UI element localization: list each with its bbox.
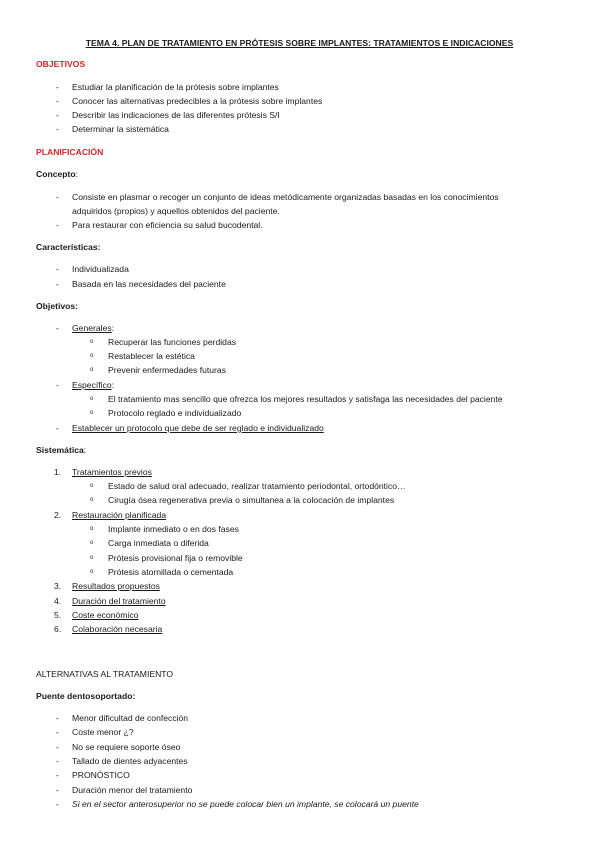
section-heading-objetivos: OBJETIVOS: [36, 59, 86, 69]
section-heading-alternativas: ALTERNATIVAS AL TRATAMIENTO: [36, 669, 174, 679]
caracteristicas-label: Características:: [36, 242, 101, 252]
section-heading-planificacion: PLANIFICACIÓN: [36, 147, 104, 157]
document-page: TEMA 4. PLAN DE TRATAMIENTO EN PRÓTESIS SOBRE IMPLANTES: TRATAMIENTOS E INDICACIONES OBJETIVOS - Estudiar la planificación de la prótesis sobre implantes - Conocer las alternativas predecibles a la prótesis sobre implantes - Describir las indicaciones de las diferentes prótesis S/I - Determinar la sistemática PLANIFICACIÓN Concepto: - Consiste en plasmar o recoger un conjunto de ideas metódicamente organizadas basadas en los conocimientos adquiridos (propios) y aquellos obtenidos del paciente. - Para restaurar con eficiencia su salud bucodental. Características: - Individualizada - Basada en las necesidades del paciente Objetivos: - Generales: o Recuperar las funciones perdidas o Restablecer la estética o Prevenir enfermedades futuras - Específico: o El tratamiento mas sencillo que ofrezca los mejores resultados y satisfaga las necesidades del paciente o Protocolo reglado e individualizado - Establecer un protocolo que debe de ser reglado e individualizado Sistemática: 1. Tratamientos previos o Estado de salud oral adecuado, realizar tratamiento periodontal, ortodóntico… o Cirugía ósea regenerativa previa o simultanea a la colocación de implantes 2. Restauración planificada o Implante inmediato o en dos fases o Carga inmediata o diferida o Prótesis provisional fija o removible o Prótesis atornillada o cementada 3. Resultados propuestos 4. Duración del tratamiento 5. Coste económico 6. Colaboración necesaria ALTERNATIVAS AL TRATAMIENTO Puente dentosoportado: - Menor dificultad de confección - Coste menor ¿? - No se requiere soporte óseo - Tallado de dientes adyacentes - PRONÓSTICO - Duración menor del tratamiento - Si en el sector anterosuperior no se puede colocar bien un implante, se colocará un puente: [0, 0, 599, 848]
puente-label: Puente dentosoportado:: [36, 691, 136, 701]
objetivos-label: Objetivos:: [36, 301, 79, 311]
concepto-label: Concepto:: [36, 169, 79, 179]
sistematica-label: Sistemática:: [36, 445, 87, 455]
document-title: TEMA 4. PLAN DE TRATAMIENTO EN PRÓTESIS SOBRE IMPLANTES: TRATAMIENTOS E INDICACIONES: [85, 38, 514, 48]
